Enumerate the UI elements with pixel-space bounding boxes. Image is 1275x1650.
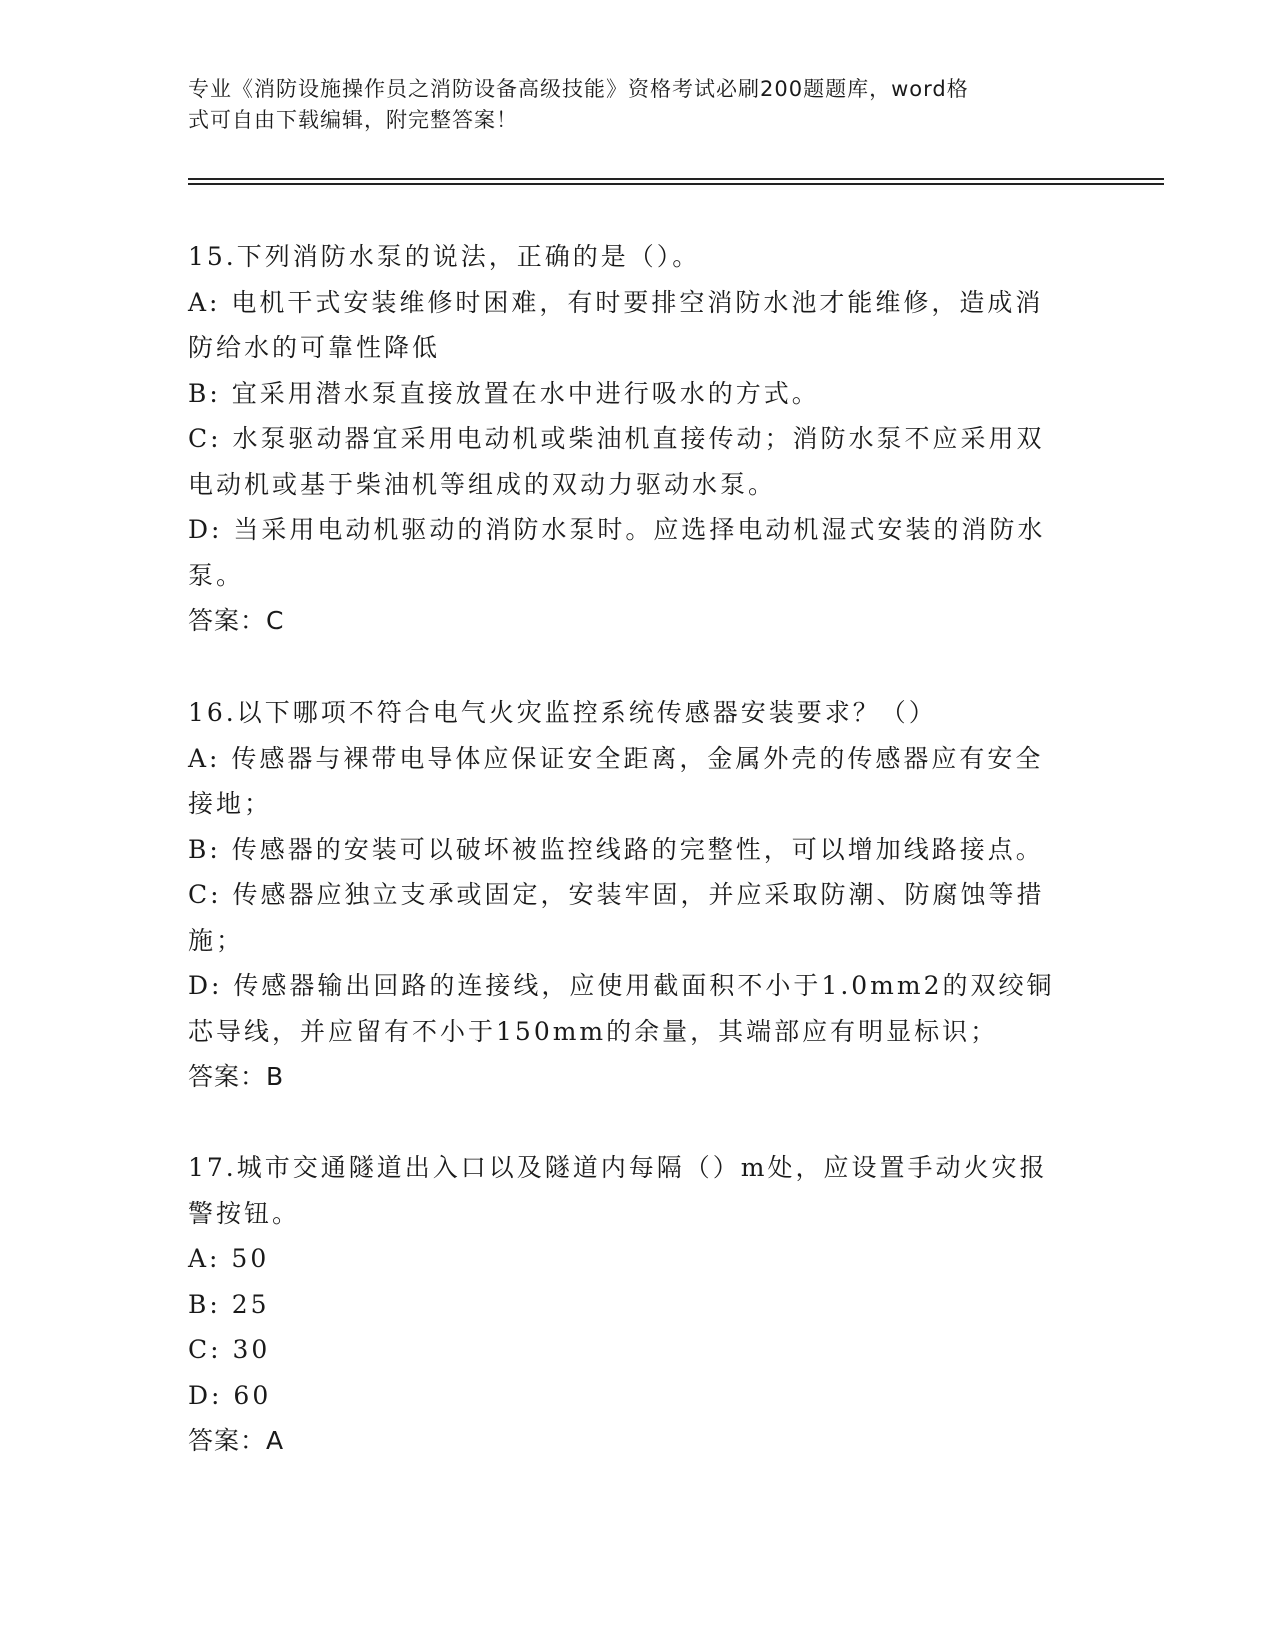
option-b: B: 25 — [188, 1289, 270, 1319]
question-stem: 17.城市交通隧道出入口以及隧道内每隔（）m处，应设置手动火灾报 — [188, 1153, 1048, 1182]
option-a: A: 50 — [188, 1244, 270, 1273]
option-c: C: 水泵驱动器宜采用电动机或柴油机直接传动；消防水泵不应采用双 — [188, 424, 1045, 453]
option-a: A: 电机干式安装维修时困难，有时要排空消防水池才能维修，造成消 — [188, 287, 1044, 317]
option-c-continued: 施； — [188, 925, 245, 955]
option-c: C: 传感器应独立支承或固定，安装牢固，并应采取防潮、防腐蚀等措 — [188, 880, 1045, 909]
option-a: A: 传感器与裸带电导体应保证安全距离，金属外壳的传感器应有安全 — [188, 743, 1044, 773]
question-16 — [188, 690, 1088, 1100]
option-d-continued: 泵。 — [188, 560, 245, 590]
header-line-1: 专业《消防设施操作员之消防设备高级技能》资格考试必刷200题题库，word格 — [188, 77, 969, 101]
document-header — [188, 74, 1088, 136]
question-stem: 15.下列消防水泵的说法，正确的是（）。 — [188, 242, 701, 271]
answer: 答案：C — [188, 606, 285, 635]
header-divider — [188, 178, 1164, 185]
question-15 — [188, 234, 1088, 644]
question-17 — [188, 1145, 1088, 1464]
question-stem-continued: 警按钮。 — [188, 1198, 301, 1228]
header-line-2: 式可自由下载编辑，附完整答案！ — [188, 108, 518, 132]
option-b: B: 宜采用潜水泵直接放置在水中进行吸水的方式。 — [188, 378, 820, 408]
option-a-continued: 接地； — [188, 789, 273, 818]
option-c: C: 30 — [188, 1335, 271, 1364]
option-d: D: 当采用电动机驱动的消防水泵时。应选择电动机湿式安装的消防水 — [188, 515, 1046, 544]
option-a-continued: 防给水的可靠性降低 — [188, 333, 441, 362]
option-d-continued: 芯导线，并应留有不小于150mm的余量，其端部应有明显标识； — [188, 1016, 999, 1046]
answer: 答案：B — [188, 1062, 285, 1091]
option-c-continued: 电动机或基于柴油机等组成的双动力驱动水泵。 — [188, 469, 777, 499]
option-b: B: 传感器的安装可以破坏被监控线路的完整性，可以增加线路接点。 — [188, 834, 1044, 864]
option-d: D: 60 — [188, 1380, 272, 1410]
question-stem: 16.以下哪项不符合电气火灾监控系统传感器安装要求？（） — [188, 698, 937, 727]
option-d: D: 传感器输出回路的连接线，应使用截面积不小于1.0mm2的双绞铜 — [188, 971, 1055, 1000]
answer: 答案：A — [188, 1426, 285, 1455]
